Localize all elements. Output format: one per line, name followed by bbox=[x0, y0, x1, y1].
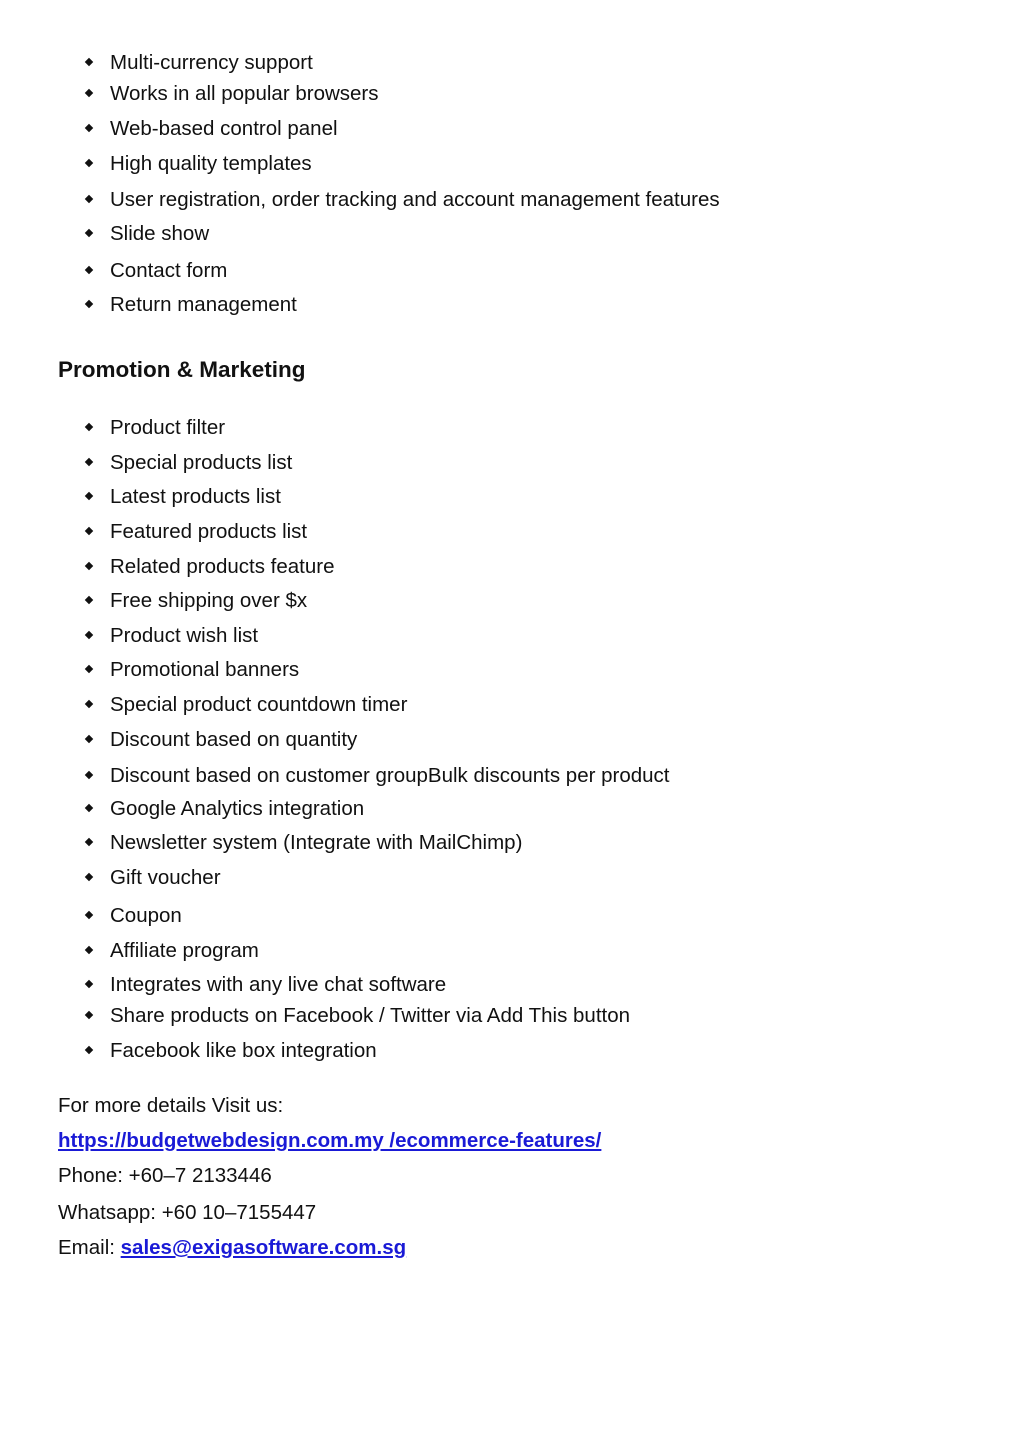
bullet-icon bbox=[85, 195, 93, 203]
whatsapp-line: Whatsapp: +60 10–7155447 bbox=[58, 1201, 317, 1224]
list-item-text: Multi-currency support bbox=[110, 51, 313, 74]
website-link[interactable]: https://budgetwebdesign.com.my /ecommerce-features/ bbox=[58, 1129, 602, 1152]
bullet-icon bbox=[85, 492, 93, 500]
list-item-text: Discount based on quantity bbox=[110, 728, 358, 751]
bullet-icon bbox=[85, 266, 93, 274]
list-item-text: Integrates with any live chat software bbox=[110, 973, 447, 996]
list-item-text: Promotional banners bbox=[110, 658, 300, 681]
list-item-text: Special product countdown timer bbox=[110, 693, 408, 716]
list-item-text: High quality templates bbox=[110, 152, 312, 175]
section-heading: Promotion & Marketing bbox=[58, 357, 306, 382]
bullet-icon bbox=[85, 159, 93, 167]
contact-intro: For more details Visit us: bbox=[58, 1094, 284, 1117]
bullet-icon bbox=[85, 1011, 93, 1019]
bullet-icon bbox=[85, 229, 93, 237]
list-item-text: Featured products list bbox=[110, 520, 308, 543]
list-item-text: Slide show bbox=[110, 222, 210, 245]
list-item-text: Product filter bbox=[110, 416, 226, 439]
list-item-text: Newsletter system (Integrate with MailChimp) bbox=[110, 831, 523, 854]
bullet-icon bbox=[85, 89, 93, 97]
list-item-text: Affiliate program bbox=[110, 939, 259, 962]
list-item-text: Works in all popular browsers bbox=[110, 82, 379, 105]
bullet-icon bbox=[85, 700, 93, 708]
list-item-text: Facebook like box integration bbox=[110, 1039, 377, 1062]
list-item-text: Contact form bbox=[110, 259, 228, 282]
list-item-text: Google Analytics integration bbox=[110, 797, 365, 820]
bullet-icon bbox=[85, 735, 93, 743]
list-item-text: Web-based control panel bbox=[110, 117, 338, 140]
bullet-icon bbox=[85, 804, 93, 812]
list-item-text: Gift voucher bbox=[110, 866, 221, 889]
bullet-icon bbox=[85, 124, 93, 132]
list-item-text: Product wish list bbox=[110, 624, 259, 647]
bullet-icon bbox=[85, 527, 93, 535]
bullet-icon bbox=[85, 596, 93, 604]
bullet-icon bbox=[85, 873, 93, 881]
bullet-icon bbox=[85, 771, 93, 779]
list-item-text: Special products list bbox=[110, 451, 293, 474]
bullet-icon bbox=[85, 58, 93, 66]
list-item-text: Discount based on customer groupBulk discounts per product bbox=[110, 764, 670, 787]
bullet-icon bbox=[85, 665, 93, 673]
bullet-icon bbox=[85, 423, 93, 431]
list-item-text: Return management bbox=[110, 293, 297, 316]
list-item-text: Share products on Facebook / Twitter via Add This button bbox=[110, 1004, 631, 1027]
email-label: Email: bbox=[58, 1236, 121, 1259]
list-item-text: Latest products list bbox=[110, 485, 281, 508]
list-item-text: User registration, order tracking and account management features bbox=[110, 188, 720, 211]
bullet-icon bbox=[85, 946, 93, 954]
list-item-text: Related products feature bbox=[110, 555, 335, 578]
list-item-text: Coupon bbox=[110, 904, 182, 927]
bullet-icon bbox=[85, 838, 93, 846]
bullet-icon bbox=[85, 911, 93, 919]
bullet-icon bbox=[85, 631, 93, 639]
email-link[interactable]: sales@exigasoftware.com.sg bbox=[120, 1236, 407, 1259]
bullet-icon bbox=[85, 458, 93, 466]
website-line bbox=[58, 1127, 601, 1155]
bullet-icon bbox=[85, 980, 93, 988]
phone-line: Phone: +60–7 2133446 bbox=[58, 1164, 272, 1187]
bullet-icon bbox=[85, 1046, 93, 1054]
email-line bbox=[58, 1234, 406, 1262]
bullet-icon bbox=[85, 300, 93, 308]
list-item-text: Free shipping over $x bbox=[110, 589, 308, 612]
bullet-icon bbox=[85, 562, 93, 570]
